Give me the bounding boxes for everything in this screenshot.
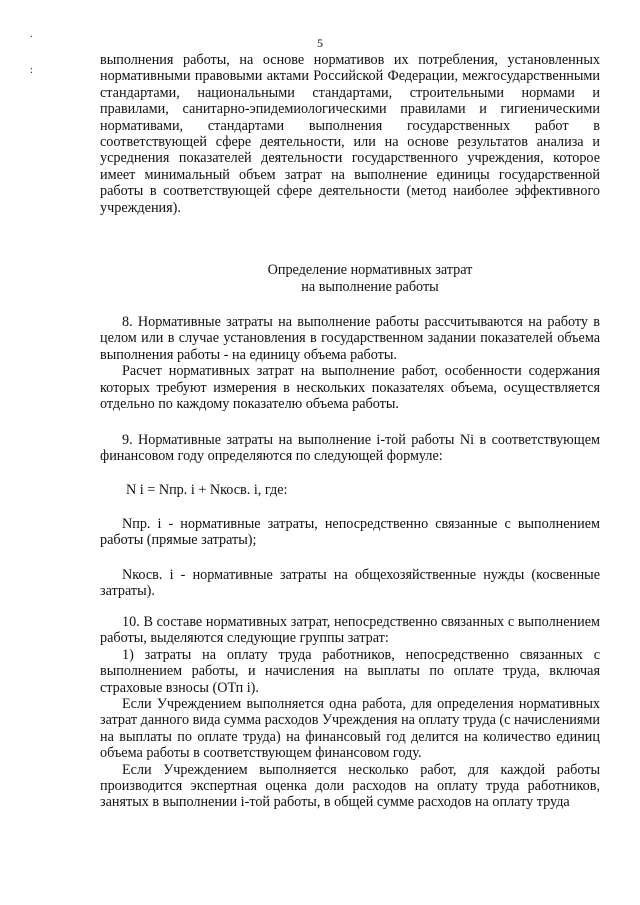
paragraph-8-block — [100, 314, 600, 412]
paragraph-8: 8. Нормативные затраты на выполнение работы рассчитываются на работу в целом или в случае установления в государственном задании показателей объема выполнения работы - на единицу объема работы. — [100, 314, 600, 363]
intro-paragraph-block — [100, 52, 600, 216]
margin-mark-dot: . — [30, 29, 33, 40]
definition-indirect-block — [100, 567, 600, 600]
section-heading-line-2: на выполнение работы — [301, 279, 439, 295]
paragraph-10: 10. В составе нормативных затрат, непосредственно связанных с выполнением работы, выделяются следующие группы затрат: — [100, 614, 600, 647]
paragraph-8-calculation: Расчет нормативных затрат на выполнение работ, особенности содержания которых требуют измерения в нескольких показателях объема, осуществляется отдельно по каждому показателю объема работы. — [100, 363, 600, 413]
definition-direct-block — [100, 516, 600, 549]
paragraph-10-block — [100, 614, 600, 811]
definition-direct-costs: Nпр. i - нормативные затраты, непосредственно связанные с выполнением работы (прямые затраты); — [100, 516, 600, 549]
item-1-labor-costs: 1) затраты на оплату труда работников, непосредственно связанных с выполнением работы, и начисления на выплаты по оплате труда, включая страховые взносы (ОТп i). — [100, 646, 600, 696]
paragraph-multiple-works: Если Учреждением выполняется несколько работ, для каждой работы производится экспертная оценка доли расходов на оплату труда работников, занятых в выполнении i-той работы, в общей сумме расходов на оплату труда — [100, 761, 600, 811]
paragraph-9-block — [100, 432, 600, 465]
paragraph-single-work: Если Учреждением выполняется одна работа, для определения нормативных затрат данного вида сумма расходов Учреждения на оплату труда (с начислениями на выплаты по оплате труда) на финансовый год делится на количество единиц объема работы в соответствующем финансовом году. — [100, 696, 600, 762]
section-heading — [100, 262, 640, 296]
definition-indirect-costs: Nкосв. i - нормативные затраты на общехозяйственные нужды (косвенные затраты). — [100, 567, 600, 600]
intro-paragraph: выполнения работы, на основе нормативов их потребления, установленных нормативными правовыми актами Российской Федерации, межгосударственными стандартами, национальными стандартами, строительными нормами и правилами, санитарно-эпидемиологическими правилами и гигиеническими нормативами, стандартами выполнения государственных работ в соответствующей сфере деятельности, или на основе результатов анализа и усреднения показателей деятельности государственного учреждения, которое имеет минимальный объем затрат на выполнение единицы государственной работы в соответствующей сфере деятельности (метод наиболее эффективного учреждения). — [100, 52, 600, 216]
cost-formula: N i = Nпр. i + Nкосв. i, где: — [126, 482, 288, 498]
paragraph-9: 9. Нормативные затраты на выполнение i-той работы Ni в соответствующем финансовом году определяются по следующей формуле: — [100, 432, 600, 465]
page-number: 5 — [317, 36, 323, 50]
margin-mark-colon: : — [30, 65, 33, 76]
section-heading-line-1: Определение нормативных затрат — [267, 262, 473, 278]
